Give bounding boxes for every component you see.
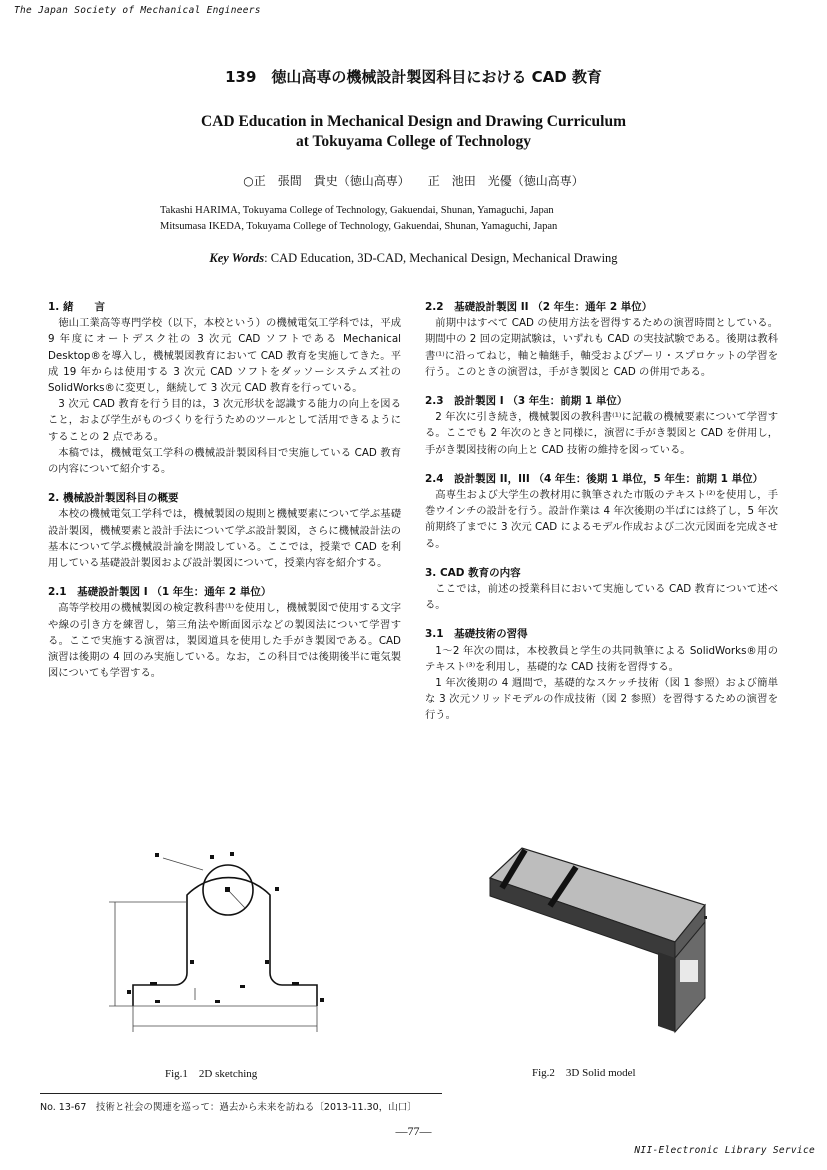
paragraph: 本校の機械電気工学科では，機械製図の規則と機械要素について学ぶ基礎設計製図，機械要素と設計手法について学ぶ設計製図，さらに機械設計法の基本について学ぶ機械設計論を開設している。ここでは，授業で CAD を利用している基礎設計製図および設計製図について，授業内容を紹介する。 (48, 508, 401, 570)
left-column (48, 299, 401, 681)
subsection-heading-3-1: 3.1 基礎技術の習得 (425, 628, 528, 641)
paragraph: ここでは，前述の授業科目において実施している CAD 教育について述べる。 (425, 583, 778, 612)
figure-1-caption: Fig.1 2D sketching (165, 1068, 258, 1080)
title-english-line1: CAD Education in Mechanical Design and Drawing Curriculum (201, 113, 626, 130)
section-heading-introduction: 1. 緒 言 (48, 301, 105, 313)
keywords-text: : CAD Education, 3D-CAD, Mechanical Design, Mechanical Drawing (264, 251, 618, 265)
figure-3d-model (480, 840, 725, 1040)
society-header: The Japan Society of Mechanical Engineers (14, 5, 261, 16)
keywords (0, 251, 827, 266)
page-number: —77— (395, 1124, 432, 1138)
section-heading-cad-education: 3. CAD 教育の内容 (425, 566, 521, 579)
paragraph: 1～2 年次の間は，本校教員と学生の共同執筆による SolidWorks®用のテキスト⁽³⁾を利用し，基礎的な CAD 技術を習得する。 (425, 644, 778, 673)
section-heading-overview: 2. 機械設計製図科目の概要 (48, 492, 179, 505)
subsection-heading-2-2: 2.2 基礎設計製図 II （2 年生：通年 2 単位） (425, 301, 653, 313)
paragraph: 前期中はすべて CAD の使用方法を習得するための演習時間としている。期間中の 2 回の定期試験は，いずれも CAD の実技試験である。後期は教科書⁽¹⁾に沿ってねじ，軸と軸継手，軸受およびプーリ・スプロケットの学習を行う。このときの演習は，手がき製図と CAD の併用である。 (425, 317, 778, 378)
paragraph: 3 次元 CAD 教育を行う目的は，3 次元形状を認識する能力の向上を図ること，および学生がものづくりを行うためのツールとして活用できるようにすることの 2 点である。 (48, 398, 401, 443)
title-english-line2: at Tokuyama College of Technology (295, 133, 532, 150)
paragraph: 2 年次に引き続き，機械製図の教科書⁽¹⁾に記載の機械要素について学習する。ここでも 2 年次のときと同様に，演習に手がき製図と CAD を併用し，手がき製図技術の向上と CAD 技術の維持を図っている。 (425, 411, 778, 456)
figure-2d-sketch (95, 850, 340, 1045)
right-column (425, 299, 778, 724)
affiliation-ikeda: Mitsumasa IKEDA, Tokuyama College of Technology, Gakuendai, Shunan, Yamaguchi, Japan (160, 221, 558, 232)
title-japanese: 139 徳山高専の機械設計製図科目における CAD 教育 (225, 68, 602, 86)
paragraph: 徳山工業高等専門学校（以下，本校という）の機械電気工学科では，平成 9 年度にオートデスク社の 3 次元 CAD ソフトである Mechanical Desktop®を導入し，機械製図教育において CAD 教育を実施してきた。平成 19 年からは使用する 3 次元 CAD ソフトをダッソーシステムズ社の SolidWorks®に変更し，継続して 3 次元 CAD 教育を行っている。 (48, 317, 401, 395)
paragraph: 高等学校用の機械製図の検定教科書⁽¹⁾を使用し，機械製図で使用する文字や線の引き方を練習し，第三角法や断面図示などの製図法について学習する。ここで実施する演習は，製図道具を使用した手がき製図である。CAD 演習は後期の 4 回のみ実施している。なお，この科目では後期後半に電気製図についても学習する。 (48, 602, 401, 680)
authors-japanese: ○正 張間 貴史（徳山高専） 正 池田 光優（徳山高専） (243, 174, 584, 188)
paragraph: 高専生および大学生の教材用に執筆された市販のテキスト⁽²⁾を使用し，手巻ウインチの設計を行う。設計作業は 4 年次後期の半ばには終了し，5 年次前期終了までに 3 次元 CAD によるモデル作成および二次元図面を完成させる。 (425, 489, 778, 550)
conference-info: No. 13-67 技術と社会の関連を巡って：過去から未来を訪ねる〔2013-11.30，山口〕 (40, 1102, 417, 1113)
paragraph: 1 年次後期の 4 週間で，基礎的なスケッチ技術（図 1 参照）および簡単な 3 次元ソリッドモデルの作成技術（図 2 参照）を習得するための演習を行う。 (425, 677, 778, 722)
figure-2-caption: Fig.2 3D Solid model (532, 1067, 636, 1079)
subsection-heading-2-1: 2.1 基礎設計製図 I （1 年生：通年 2 単位） (48, 586, 272, 599)
affiliation-harima: Takashi HARIMA, Tokuyama College of Technology, Gakuendai, Shunan, Yamaguchi, Japan (160, 205, 554, 216)
keywords-label: Key Words (209, 251, 265, 265)
sketch-drawing (95, 850, 340, 1045)
subsection-heading-2-3: 2.3 設計製図 I （3 年生：前期 1 単位） (425, 395, 628, 408)
subsection-heading-2-4: 2.4 設計製図 II，III （4 年生：後期 1 単位，5 年生：前期 1 単位） (425, 472, 764, 485)
library-service: NII-Electronic Library Service (634, 1145, 815, 1156)
title-english (0, 112, 827, 152)
paragraph: 本稿では，機械電気工学科の機械設計製図科目で実施している CAD 教育の内容について紹介する。 (48, 446, 401, 476)
solid-model-render (480, 840, 725, 1040)
footer-rule (40, 1093, 442, 1094)
